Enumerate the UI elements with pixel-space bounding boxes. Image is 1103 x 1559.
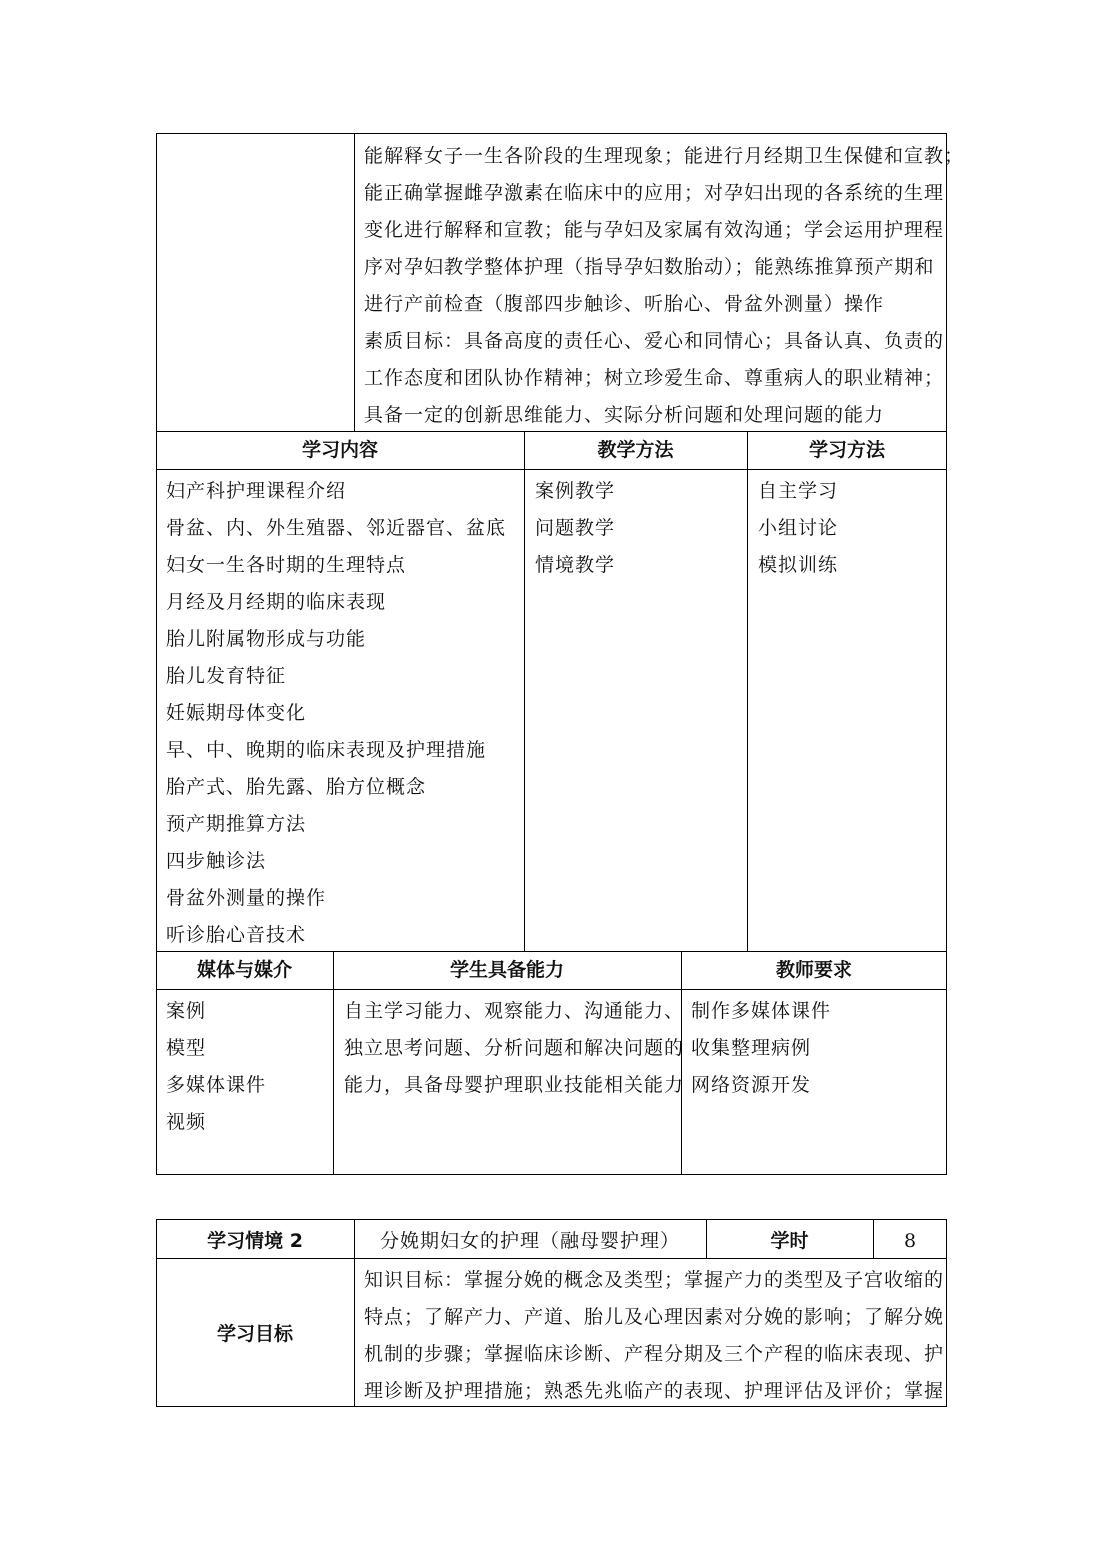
list-item: 自主学习 — [758, 480, 839, 502]
list-item: 独立思考问题、分析问题和解决问题的 — [344, 1037, 685, 1059]
header-learning-method: 学习方法 — [808, 439, 885, 461]
objectives-line: 序对孕妇教学整体护理（指导孕妇数胎动）；能熟练推算预产期和 — [364, 256, 935, 278]
list-item: 多媒体课件 — [166, 1074, 267, 1096]
list-item: 模型 — [166, 1037, 207, 1059]
teaching-methods-list — [535, 473, 615, 584]
objectives-line: 能解释女子一生各阶段的生理现象；能进行月经期卫生保健和宣教； — [364, 145, 965, 167]
objectives-line: 能正确掌握雌孕激素在临床中的应用；对孕妇出现的各系统的生理 — [364, 182, 945, 204]
objectives-line: 素质目标：具备高度的责任心、爱心和同情心；具备认真、负责的 — [364, 330, 945, 352]
list-item: 收集整理病例 — [691, 1037, 812, 1059]
objectives-line: 具备一定的创新思维能力、实际分析问题和处理问题的能力 — [364, 404, 885, 426]
header-teacher: 教师要求 — [775, 959, 852, 981]
objectives-text — [364, 138, 964, 434]
list-item: 问题教学 — [535, 517, 616, 539]
teacher-requirements-list — [691, 993, 831, 1104]
header-media: 媒体与媒介 — [196, 959, 292, 981]
header-teaching-method: 教学方法 — [597, 439, 674, 461]
objectives-line: 工作态度和团队协作精神；树立珍爱生命、尊重病人的职业精神； — [364, 367, 945, 389]
hours-value: 8 — [903, 1230, 917, 1252]
list-item: 妇产科护理课程介绍 — [166, 480, 347, 502]
situation-title: 分娩期妇女的护理（融母婴护理） — [379, 1230, 680, 1252]
list-item: 早、中、晚期的临床表现及护理措施 — [166, 739, 487, 761]
objectives-text-2 — [364, 1262, 944, 1410]
objectives-line: 特点；了解产力、产道、胎儿及心理因素对分娩的影响；了解分娩 — [364, 1306, 945, 1328]
divider — [156, 469, 947, 470]
list-item: 月经及月经期的临床表现 — [166, 591, 387, 613]
list-item: 制作多媒体课件 — [691, 1000, 832, 1022]
media-list — [166, 993, 266, 1141]
divider — [747, 431, 748, 951]
list-item: 小组讨论 — [758, 517, 839, 539]
objectives-label: 学习目标 — [216, 1323, 293, 1345]
objectives-line: 机制的步骤；掌握临床诊断、产程分期及三个产程的临床表现、护 — [364, 1343, 945, 1365]
divider — [156, 989, 947, 990]
header-content: 学习内容 — [301, 439, 378, 461]
list-item: 自主学习能力、观察能力、沟通能力、 — [344, 1000, 685, 1022]
list-item: 预产期推算方法 — [166, 813, 307, 835]
list-item: 胎儿附属物形成与功能 — [166, 628, 367, 650]
list-item: 网络资源开发 — [691, 1074, 812, 1096]
list-item: 视频 — [166, 1111, 207, 1133]
hours-label: 学时 — [770, 1230, 809, 1252]
list-item: 骨盆、内、外生殖器、邻近器官、盆底 — [166, 517, 507, 539]
list-item: 妇女一生各时期的生理特点 — [166, 554, 407, 576]
list-item: 骨盆外测量的操作 — [166, 887, 327, 909]
situation-label: 学习情境 2 — [207, 1230, 303, 1252]
header-abilities: 学生具备能力 — [449, 959, 564, 981]
list-item: 案例教学 — [535, 480, 616, 502]
objectives-line: 进行产前检查（腹部四步触诊、听胎心、骨盆外测量）操作 — [364, 293, 885, 315]
divider — [354, 133, 355, 431]
list-item: 模拟训练 — [758, 554, 839, 576]
learning-methods-list — [758, 473, 838, 584]
abilities-list — [344, 993, 684, 1104]
list-item: 妊娠期母体变化 — [166, 702, 307, 724]
divider — [524, 431, 525, 951]
objectives-line: 理诊断及护理措施；熟悉先兆临产的表现、护理评估及评价；掌握 — [364, 1380, 945, 1402]
list-item: 胎产式、胎先露、胎方位概念 — [166, 776, 427, 798]
content-list — [166, 473, 506, 954]
objectives-line: 变化进行解释和宣教；能与孕妇及家属有效沟通；学会运用护理程 — [364, 219, 945, 241]
list-item: 听诊胎心音技术 — [166, 924, 307, 946]
list-item: 能力，具备母婴护理职业技能相关能力 — [344, 1074, 685, 1096]
list-item: 胎儿发育特征 — [166, 665, 287, 687]
objectives-line: 知识目标：掌握分娩的概念及类型；掌握产力的类型及子宫收缩的 — [364, 1269, 945, 1291]
list-item: 四步触诊法 — [166, 850, 267, 872]
list-item: 案例 — [166, 1000, 207, 1022]
list-item: 情境教学 — [535, 554, 616, 576]
